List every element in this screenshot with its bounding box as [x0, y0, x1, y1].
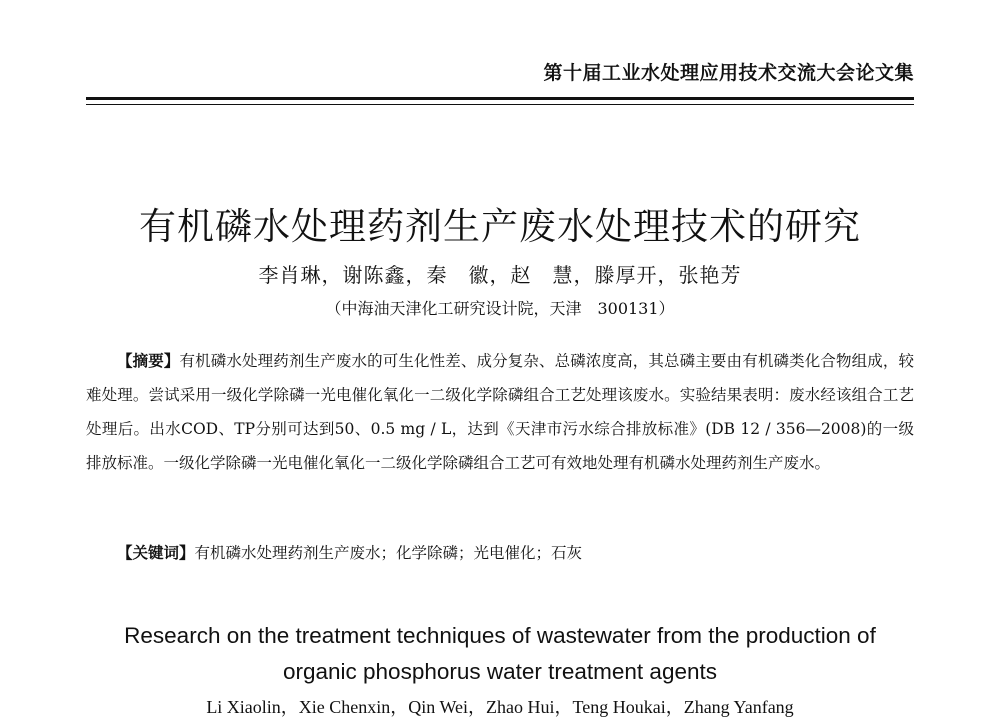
abstract-label: 【摘要】 — [117, 352, 180, 370]
keywords-label: 【关键词】 — [117, 544, 195, 562]
abstract-paragraph — [86, 344, 914, 480]
keywords-text: 有机磷水处理药剂生产废水；化学除磷；光电催化；石灰 — [194, 544, 583, 562]
affiliation-cn: （中海油天津化工研究设计院，天津 300131） — [325, 299, 675, 318]
paper-title-en: Research on the treatment techniques of wastewater from the production of organic phosphorus water treatment agents — [124, 623, 876, 684]
keywords-paragraph — [86, 536, 914, 570]
journal-header: 第十届工业水处理应用技术交流大会论文集 — [543, 62, 914, 84]
abstract-text: 有机磷水处理药剂生产废水的可生化性差、成分复杂、总磷浓度高，其总磷主要由有机磷类化合物组成，较难处理。尝试采用一级化学除磷一光电催化氧化一二级化学除磷组合工艺处理该废水。实验结果表明：废水经该组合工艺处理后。出水COD、TP分别可达到50、0.5 mg / L，达到《天津市污水综合排放标准》(DB 12 / 356—2008)的一级排放标准。一级化学除磷一光电催化氧化一二级化学除磷组合工艺可有效地处理有机磷水处理药剂生产废水。 — [86, 352, 914, 472]
header-rule-thick — [86, 97, 914, 100]
authors-cn: 李肖琳，谢陈鑫，秦 徽，赵 慧，滕厚开，张艳芳 — [258, 263, 742, 287]
header-rule-thin — [86, 104, 914, 105]
paper-title-cn: 有机磷水处理药剂生产废水处理技术的研究 — [139, 205, 861, 248]
authors-en: Li Xiaolin，Xie Chenxin，Qin Wei，Zhao Hui，Teng Houkai，Zhang Yanfang — [206, 697, 794, 717]
